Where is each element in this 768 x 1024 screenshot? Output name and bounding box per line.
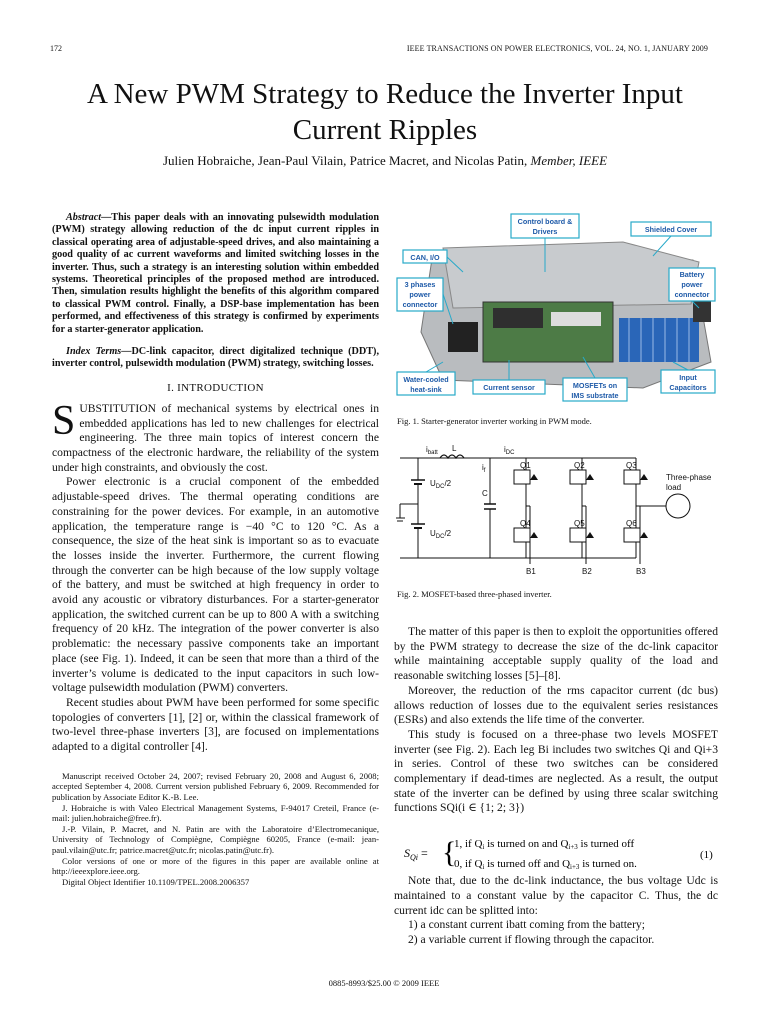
board-component [551,312,601,326]
label-sensor: Current sensor [483,383,535,392]
list-item: 2) a variable current if flowing through the capacitor. [408,932,655,946]
title-line-2: Current Ripples [292,114,478,146]
intro-p1-text: UBSTITUTION of mechanical systems by electrical ones in embedded applications has led to new challenges for electrical engineering. The three main topics of interest concern the compactness of the electronic hardware, the reliability of the system under high constraints, and obviously the cost. [52,401,379,474]
equation-case-2: 0, if Qi is turned off and Qi+3 is turned on. [454,858,637,871]
footnote-1: Manuscript received October 24, 2007; revised February 20, 2008 and August 6, 2008; accepted September 4, 2008. Current version published February 6, 2009. Recommended for publication by Associate Editor K.-B. Lee. [52,770,379,802]
intro-paragraph-3: Recent studies about PWM have been performed for some specific topologies of converters [1], [2] or, within the classical framework of two-level three-phase inverters [3], are focused on implementations adapted to a digital controller [4]. [52,695,379,754]
label-q2: Q2 [574,461,585,470]
label-control-1: Control board & [517,217,573,226]
section-heading: I. INTRODUCTION [167,381,264,394]
label-battery-2: power [681,280,703,289]
label-phases-2: power [409,290,431,299]
label-q3: Q3 [626,461,637,470]
right-paragraph-2: Moreover, the reduction of the rms capacitor current (dc bus) allows reduction of losses due to the equivalent series resistances (ESRs) and also extends the life time of the converter. [394,683,718,727]
equation-lhs: $S_{Qi}$ = [404,846,428,862]
figure-2-circuit [396,440,718,580]
left-column [52,212,379,887]
author-names: Julien Hobraiche, Jean-Paul Vilain, Patrice Macret, and Nicolas Patin, [162,153,528,168]
label-udc-lower: $U_{DC}/2$ [430,529,452,540]
label-q4: Q4 [520,519,531,528]
footnote-3: J.-P. Vilain, P. Macret, and N. Patin are with the Laboratoire d’Electromecanique, University of Technology of Compiègne, Compiègne 60205, France (e-mail: jean-paul.vilain@utc.fr; patrice.macret@utc.fr; nicolas.patin@utc.fr). [52,823,379,855]
authors [40,153,730,169]
footnote-2: J. Hobraiche is with Valeo Electrical Management Systems, F-94017 Creteil, France (e-mail: julien.hobraiche@free.fr). [52,802,379,824]
label-load-2: load [666,483,682,492]
equation-case-1: 1, if Qi is turned on and Qi+3 is turned off [454,838,635,851]
page-number: 172 [50,44,62,53]
label-water-2: heat-sink [410,385,442,394]
label-ibatt: $i_{batt}$ [426,445,438,456]
label-input-1: Input [679,373,697,382]
index-terms [52,346,379,371]
shielded-cover-shape [443,242,699,308]
label-q1: Q1 [520,461,531,470]
drop-cap: S [52,397,76,444]
intro-paragraph-2: Power electronic is a crucial component of the embedded adjustable-speed drives. The thermal operating conditions are constraining for the power devices. For example, in an automotive application, the temperature range is −40 °C to 120 °C. As a consequence, the size of the heat sink is important so as to evacuate the losses inside the inverter. Furthermore, the current flowing through the converter can be high because of the low supply voltage of the battery, and must be switched at high frequency in order to avoid any acoustic or vibratory disturbances. For a starter-generator application, the switched current can be up to 800 A with a switching frequency of 20 kHz. The integration of the power converter is also problematic: the necessary passive components take an important place (see Fig. 1). Indeed, it can be seen that more than a third of the inverter’s volume is dedicated to the input capacitors in such low-voltage pulsewidth modulation (PWM) converters. [52,475,379,695]
label-idc: $i_{DC}$ [504,445,515,456]
label-load-1: Three-phase [666,473,712,482]
mosfet-switches [514,470,648,542]
abstract-text: —This paper deals with an innovating pulsewidth modulation (PWM) strategy allowing reduction of the dc input current ripples in classical operating area of adjustable-speed drives, and also maintaining a good quality of ac current waveforms and limited switching losses in the inverter. Thus, such a strategy is an interesting solution within embedded systems. Theoretical principles of the proposed method are introduced. Then, simulation results highlight the benefits of this algorithm compared to classical PWM control. Finally, a DSP-base implementation has been performed, and effectiveness of this strategy is confirmed by experiments for a starter-generator application. [52,212,379,335]
equation-number: (1) [700,849,713,861]
right-column [394,625,718,947]
paper-title [40,76,730,148]
current-list [394,918,718,947]
label-can: CAN, I/O [410,253,440,262]
equation-1 [394,830,718,876]
index-terms-label: Index Terms [66,346,122,358]
label-b1: B1 [526,567,536,576]
battery-connector-shape [693,300,711,322]
abstract-label: Abstract [66,212,102,223]
label-b3: B3 [636,567,646,576]
equation-brace: { [442,836,457,869]
label-water-1: Water-cooled [403,375,449,384]
author-membership: Member, IEEE [530,153,608,168]
label-shielded: Shielded Cover [644,225,698,234]
label-q5: Q5 [574,519,585,528]
figure-2-caption: Fig. 2. MOSFET-based three-phased inverter. [397,589,552,599]
label-battery-1: Battery [679,270,705,279]
label-capacitor: C [482,489,488,498]
abstract [52,212,379,336]
label-udc-upper: $U_{DC}/2$ [430,479,452,490]
title-line-1: A New PWM Strategy to Reduce the Inverter Input [87,78,683,110]
right-paragraph-3: This study is focused on a three-phase two levels MOSFET inverter (see Fig. 2). Each leg Bi includes two switches Qi and Qi+3 in series. Control of these two switches can be considered complementary if dead-times are neglected. As a result, the output state of the inverter can be defined by using three scalar switching functions SQi(i ∈ {1; 2; 3}) [394,727,718,815]
footnote-5: Digital Object Identifier 10.1109/TPEL.2008.2006357 [62,876,250,887]
figure-1-photo [393,212,719,406]
label-battery-3: connector [674,290,710,299]
intro-paragraph-1 [52,397,379,476]
index-terms-text: —DC-link capacitor, direct digitalized technique (DDT), inverter control, pulsewidth modulation (PWM) strategy, switching losses. [52,346,379,370]
right-paragraph-1: The matter of this paper is then to exploit the opportunities offered by the PWM strategy to decrease the size of the dc-link capacitor while maintaining acceptable supply quality of the load and reasonable switching losses [5]–[8]. [394,625,718,683]
label-q6: Q6 [626,519,637,528]
copyright-footer: 0885-8993/$25.00 © 2009 IEEE [328,978,440,988]
label-if: $i_f$ [482,463,486,474]
label-phases-3: connector [402,300,438,309]
label-input-2: Capacitors [669,383,707,392]
label-b2: B2 [582,567,592,576]
right-paragraph-4: Note that, due to the dc-link inductance, the bus voltage Udc is maintained to a constant value by the capacitor C. Thus, the dc current idc can be splitted into: [394,874,718,917]
label-mosfets-2: IMS substrate [571,391,619,400]
phase-connector [448,322,478,352]
label-control-2: Drivers [532,227,558,236]
label-phases-1: 3 phases [404,280,436,289]
driver-chip [493,308,543,328]
journal-header: IEEE TRANSACTIONS ON POWER ELECTRONICS, VOL. 24, NO. 1, JANUARY 2009 [406,44,708,53]
label-mosfets-1: MOSFETs on [572,381,618,390]
input-capacitors [619,318,699,362]
list-item: 1) a constant current ibatt coming from the battery; [408,918,645,932]
figure-1-caption: Fig. 1. Starter-generator inverter working in PWM mode. [397,416,592,426]
label-inductor: L [452,444,457,453]
footnote-4: Color versions of one or more of the figures in this paper are available online at http://ieeexplore.ieee.org. [52,855,379,877]
